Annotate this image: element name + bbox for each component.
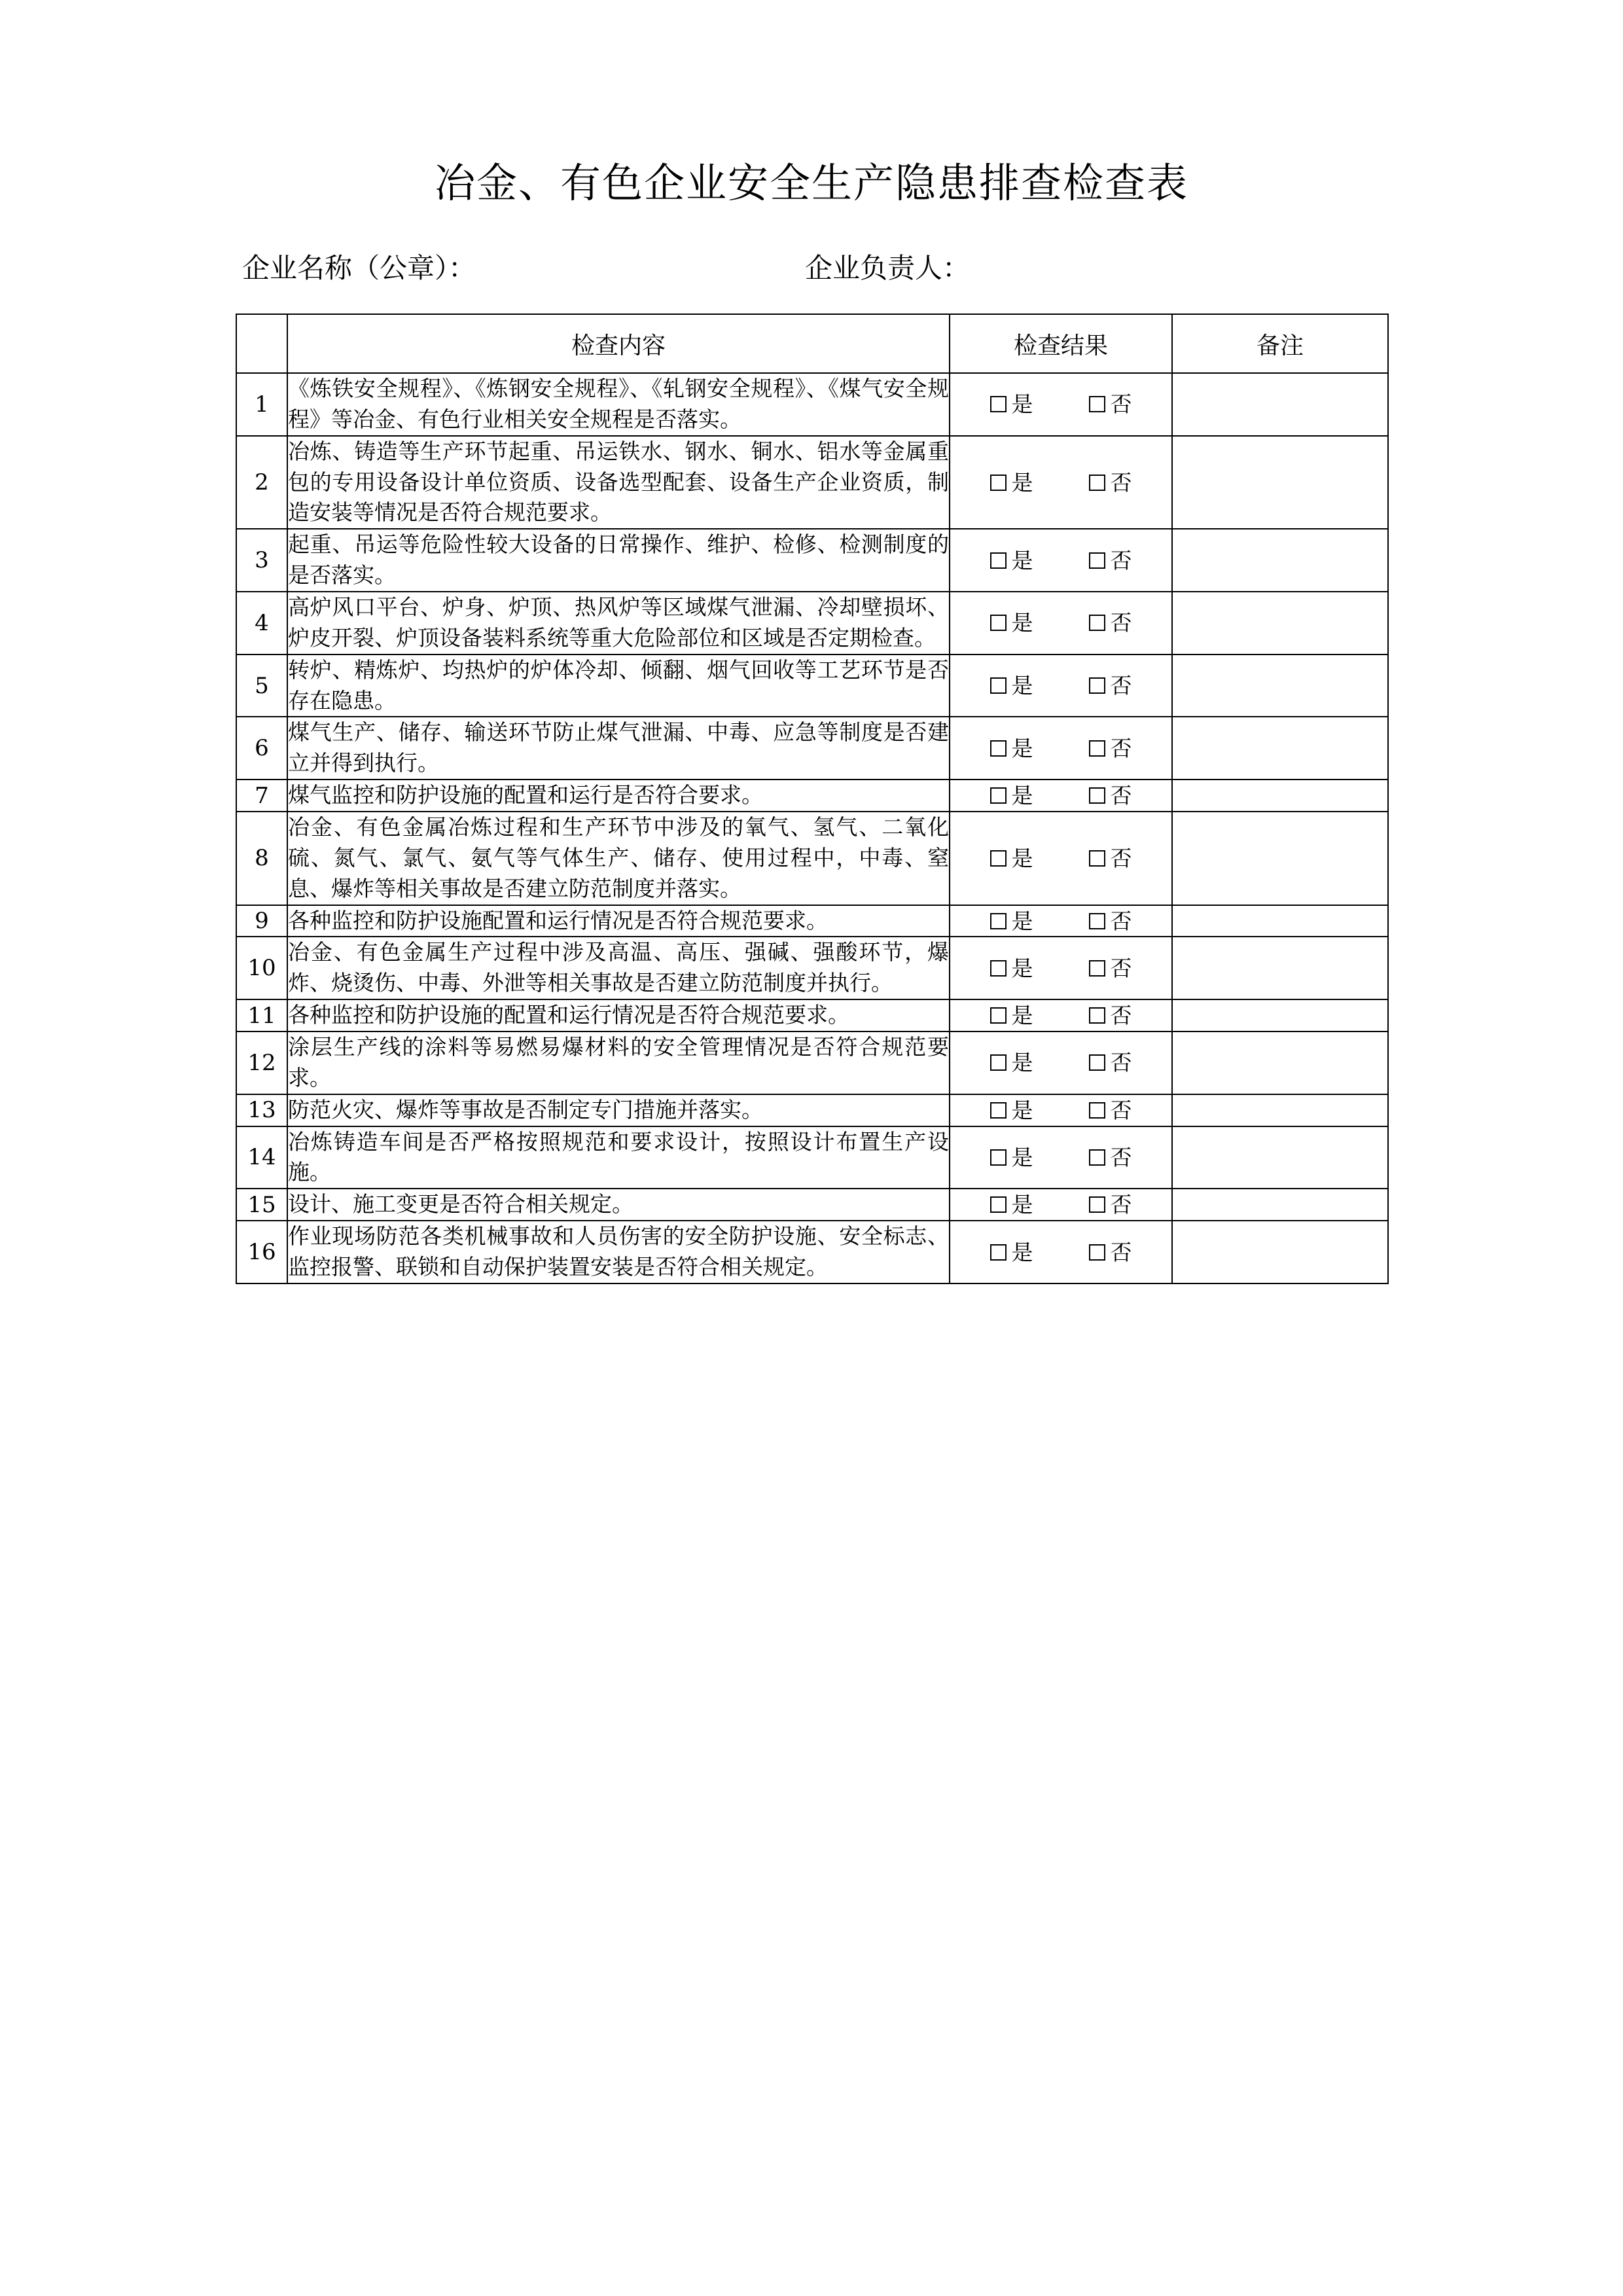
checkbox-label: 否 (1110, 1003, 1132, 1029)
row-remark[interactable] (1172, 1031, 1388, 1094)
checkbox-label: 否 (1110, 908, 1132, 934)
row-remark[interactable] (1172, 1189, 1388, 1221)
checkbox-label: 否 (1110, 955, 1132, 981)
row-index: 3 (236, 529, 287, 592)
row-remark[interactable] (1172, 717, 1388, 780)
row-check-content: 冶炼铸造车间是否严格按照规范和要求设计，按照设计布置生产设施。 (287, 1126, 950, 1189)
checkbox-icon[interactable] (990, 1102, 1007, 1119)
page-title: 冶金、有色企业安全生产隐患排查检查表 (434, 159, 1188, 207)
checkbox-option-no[interactable] (1089, 1097, 1132, 1123)
table-row (236, 1031, 1388, 1094)
checkbox-label: 是 (1011, 391, 1033, 418)
checkbox-option-yes[interactable] (990, 1050, 1033, 1076)
company-name-label: 企业名称（公章）： (242, 252, 476, 284)
checkbox-icon[interactable] (1089, 1149, 1105, 1166)
checkbox-option-yes[interactable] (990, 845, 1033, 871)
checkbox-icon[interactable] (990, 1244, 1007, 1261)
row-check-content: 煤气监控和防护设施的配置和运行是否符合要求。 (287, 780, 950, 812)
row-check-result (950, 937, 1172, 999)
row-check-content: 转炉、精炼炉、均热炉的炉体冷却、倾翻、烟气回收等工艺环节是否存在隐患。 (287, 655, 950, 717)
row-check-content: 起重、吊运等危险性较大设备的日常操作、维护、检修、检测制度的是否落实。 (287, 529, 950, 592)
row-check-content: 高炉风口平台、炉身、炉顶、热风炉等区域煤气泄漏、冷却壁损坏、炉皮开裂、炉顶设备装料系统等重大危险部位和区域是否定期检查。 (287, 592, 950, 655)
inspection-table (236, 314, 1389, 1284)
checkbox-label: 是 (1011, 1192, 1033, 1218)
row-remark[interactable] (1172, 655, 1388, 717)
checkbox-label: 是 (1011, 783, 1033, 809)
checkbox-label: 是 (1011, 908, 1033, 934)
checkbox-icon[interactable] (990, 677, 1007, 694)
checkbox-option-no[interactable] (1089, 391, 1132, 418)
checkbox-label: 是 (1011, 735, 1033, 761)
row-remark[interactable] (1172, 373, 1388, 436)
checkbox-label: 是 (1011, 1097, 1033, 1123)
row-index: 12 (236, 1031, 287, 1094)
checkbox-icon[interactable] (1089, 615, 1105, 631)
checkbox-option-no[interactable] (1089, 673, 1132, 699)
table-row (236, 905, 1388, 937)
checkbox-option-yes[interactable] (990, 612, 1033, 634)
row-remark[interactable] (1172, 780, 1388, 812)
checkbox-icon[interactable] (990, 1007, 1007, 1024)
table-row (236, 592, 1388, 655)
checkbox-label: 是 (1011, 610, 1033, 636)
checkbox-icon[interactable] (990, 1149, 1007, 1166)
row-remark[interactable] (1172, 1126, 1388, 1189)
table-row (236, 937, 1388, 999)
row-check-result (950, 592, 1172, 655)
checkbox-icon[interactable] (1089, 396, 1105, 412)
checkbox-icon[interactable] (1089, 960, 1105, 977)
checkbox-icon[interactable] (990, 913, 1007, 929)
row-remark[interactable] (1172, 529, 1388, 592)
checkbox-icon[interactable] (1089, 1102, 1105, 1119)
row-remark[interactable] (1172, 999, 1388, 1031)
row-check-result (950, 529, 1172, 592)
row-check-result (950, 1094, 1172, 1126)
checkbox-label: 是 (1011, 1144, 1033, 1170)
checkbox-option-no[interactable] (1089, 783, 1132, 809)
checkbox-icon[interactable] (1089, 1007, 1105, 1024)
row-remark[interactable] (1172, 812, 1388, 905)
checkbox-label: 否 (1110, 469, 1132, 495)
row-remark[interactable] (1172, 592, 1388, 655)
table-row (236, 717, 1388, 780)
checkbox-label: 否 (1110, 783, 1132, 809)
row-check-content: 防范火灾、爆炸等事故是否制定专门措施并落实。 (287, 1094, 950, 1126)
checkbox-label: 否 (1110, 391, 1132, 418)
checkbox-option-yes[interactable] (990, 1144, 1033, 1170)
table-row (236, 999, 1388, 1031)
table-row (236, 812, 1388, 905)
checkbox-option-yes[interactable] (990, 1239, 1033, 1265)
row-index: 8 (236, 812, 287, 905)
row-check-content: 涂层生产线的涂料等易燃易爆材料的安全管理情况是否符合规范要求。 (287, 1031, 950, 1094)
row-index: 11 (236, 999, 287, 1031)
row-index: 4 (236, 592, 287, 655)
checkbox-label: 是 (1011, 1239, 1033, 1265)
checkbox-icon[interactable] (990, 850, 1007, 867)
checkbox-label: 否 (1110, 1144, 1132, 1170)
checkbox-option-no[interactable] (1089, 845, 1132, 871)
row-check-result (950, 717, 1172, 780)
checkbox-icon[interactable] (1089, 850, 1105, 867)
checkbox-label: 否 (1110, 845, 1132, 871)
checkbox-icon[interactable] (990, 396, 1007, 412)
row-index: 16 (236, 1221, 287, 1283)
checkbox-option-yes[interactable] (990, 469, 1033, 495)
checkbox-label: 是 (1011, 845, 1033, 871)
checkbox-option-no[interactable] (1089, 612, 1132, 634)
checkbox-icon[interactable] (1089, 787, 1105, 804)
row-check-content: 《炼铁安全规程》、《炼钢安全规程》、《轧钢安全规程》、《煤气安全规程》等冶金、有色行业相关安全规程是否落实。 (287, 373, 950, 436)
row-index: 14 (236, 1126, 287, 1189)
row-index: 6 (236, 717, 287, 780)
checkbox-icon[interactable] (1089, 913, 1105, 929)
row-index: 5 (236, 655, 287, 717)
checkbox-icon[interactable] (1089, 1244, 1105, 1261)
checkbox-label: 否 (1110, 673, 1132, 699)
document-meta (236, 247, 1387, 286)
row-check-result (950, 373, 1172, 436)
checkbox-option-yes[interactable] (990, 391, 1033, 418)
checkbox-option-no[interactable] (1089, 1239, 1132, 1265)
checkbox-option-yes[interactable] (990, 1192, 1033, 1218)
row-check-content: 冶金、有色金属生产过程中涉及高温、高压、强碱、强酸环节，爆炸、烧烫伤、中毒、外泄等相关事故是否建立防范制度并执行。 (287, 937, 950, 999)
checkbox-option-yes[interactable] (990, 910, 1033, 932)
row-check-content: 各种监控和防护设施的配置和运行情况是否符合规范要求。 (287, 999, 950, 1031)
row-remark[interactable] (1172, 436, 1388, 529)
table-row (236, 1189, 1388, 1221)
row-remark[interactable] (1172, 1221, 1388, 1283)
row-index: 7 (236, 780, 287, 812)
checkbox-label: 否 (1110, 735, 1132, 761)
row-check-result (950, 905, 1172, 937)
row-check-content: 冶炼、铸造等生产环节起重、吊运铁水、钢水、铜水、铝水等金属重包的专用设备设计单位资质、设备选型配套、设备生产企业资质，制造安装等情况是否符合规范要求。 (287, 436, 950, 529)
checkbox-label: 否 (1110, 547, 1132, 573)
checkbox-option-no[interactable] (1089, 910, 1132, 932)
table-row (236, 1221, 1388, 1283)
checkbox-label: 是 (1011, 1003, 1033, 1029)
checkbox-label: 否 (1110, 610, 1132, 636)
row-index: 1 (236, 373, 287, 436)
table-row (236, 1094, 1388, 1126)
checkbox-icon[interactable] (1089, 1054, 1105, 1071)
row-index: 15 (236, 1189, 287, 1221)
row-check-result (950, 655, 1172, 717)
row-check-result (950, 1221, 1172, 1283)
row-index: 13 (236, 1094, 287, 1126)
checkbox-option-yes[interactable] (990, 783, 1033, 809)
checkbox-icon[interactable] (1089, 677, 1105, 694)
checkbox-option-yes[interactable] (990, 735, 1033, 761)
row-remark[interactable] (1172, 937, 1388, 999)
table-row (236, 780, 1388, 812)
checkbox-label: 是 (1011, 469, 1033, 495)
row-remark[interactable] (1172, 1094, 1388, 1126)
checkbox-label: 是 (1011, 547, 1033, 573)
checkbox-icon[interactable] (990, 960, 1007, 977)
checkbox-icon[interactable] (1089, 475, 1105, 491)
checkbox-option-yes[interactable] (990, 955, 1033, 981)
checkbox-icon[interactable] (990, 787, 1007, 804)
checkbox-option-no[interactable] (1089, 1003, 1132, 1029)
row-index: 9 (236, 905, 287, 937)
row-check-content: 煤气生产、储存、输送环节防止煤气泄漏、中毒、应急等制度是否建立并得到执行。 (287, 717, 950, 780)
checkbox-icon[interactable] (1089, 1196, 1105, 1213)
column-header-remark: 备注 (1172, 314, 1388, 373)
row-check-result (950, 999, 1172, 1031)
table-header-row (236, 314, 1388, 373)
checkbox-option-no[interactable] (1089, 1192, 1132, 1218)
checkbox-option-no[interactable] (1089, 1050, 1132, 1076)
table-row (236, 529, 1388, 592)
row-check-content: 各种监控和防护设施配置和运行情况是否符合规范要求。 (287, 905, 950, 937)
checkbox-icon[interactable] (990, 740, 1007, 757)
checkbox-option-yes[interactable] (990, 673, 1033, 699)
row-check-result (950, 436, 1172, 529)
row-check-result (950, 812, 1172, 905)
checkbox-label: 否 (1110, 1097, 1132, 1123)
checkbox-icon[interactable] (990, 552, 1007, 569)
table-row (236, 373, 1388, 436)
column-header-result: 检查结果 (950, 314, 1172, 373)
checkbox-option-yes[interactable] (990, 547, 1033, 573)
row-index: 2 (236, 436, 287, 529)
checkbox-option-no[interactable] (1089, 955, 1132, 981)
row-remark[interactable] (1172, 905, 1388, 937)
row-check-result (950, 780, 1172, 812)
checkbox-label: 是 (1011, 673, 1033, 699)
checkbox-icon[interactable] (1089, 740, 1105, 757)
checkbox-option-no[interactable] (1089, 1144, 1132, 1170)
checkbox-label: 否 (1110, 1239, 1132, 1265)
checkbox-icon[interactable] (990, 1196, 1007, 1213)
table-row (236, 1126, 1388, 1189)
checkbox-option-yes[interactable] (990, 1003, 1033, 1029)
checkbox-icon[interactable] (1089, 552, 1105, 569)
table-row (236, 436, 1388, 529)
checkbox-option-no[interactable] (1089, 469, 1132, 495)
checkbox-label: 否 (1110, 1192, 1132, 1218)
column-header-content: 检查内容 (287, 314, 950, 373)
company-manager-label: 企业负责人： (805, 252, 971, 284)
row-check-result (950, 1031, 1172, 1094)
checkbox-label: 否 (1110, 1050, 1132, 1076)
checkbox-icon[interactable] (990, 1054, 1007, 1071)
checkbox-option-no[interactable] (1089, 547, 1132, 573)
row-check-result (950, 1189, 1172, 1221)
checkbox-option-no[interactable] (1089, 735, 1132, 761)
row-check-content: 作业现场防范各类机械事故和人员伤害的安全防护设施、安全标志、监控报警、联锁和自动保护装置安装是否符合相关规定。 (287, 1221, 950, 1283)
checkbox-label: 是 (1011, 955, 1033, 981)
checkbox-icon[interactable] (990, 475, 1007, 491)
checkbox-icon[interactable] (990, 615, 1007, 631)
row-check-content: 冶金、有色金属冶炼过程和生产环节中涉及的氧气、氢气、二氧化硫、氮气、氯气、氨气等气体生产、储存、使用过程中，中毒、窒息、爆炸等相关事故是否建立防范制度并落实。 (287, 812, 950, 905)
checkbox-label: 是 (1011, 1050, 1033, 1076)
row-check-content: 设计、施工变更是否符合相关规定。 (287, 1189, 950, 1221)
row-check-result (950, 1126, 1172, 1189)
column-header-index (236, 314, 287, 373)
row-index: 10 (236, 937, 287, 999)
checkbox-option-yes[interactable] (990, 1097, 1033, 1123)
table-row (236, 655, 1388, 717)
